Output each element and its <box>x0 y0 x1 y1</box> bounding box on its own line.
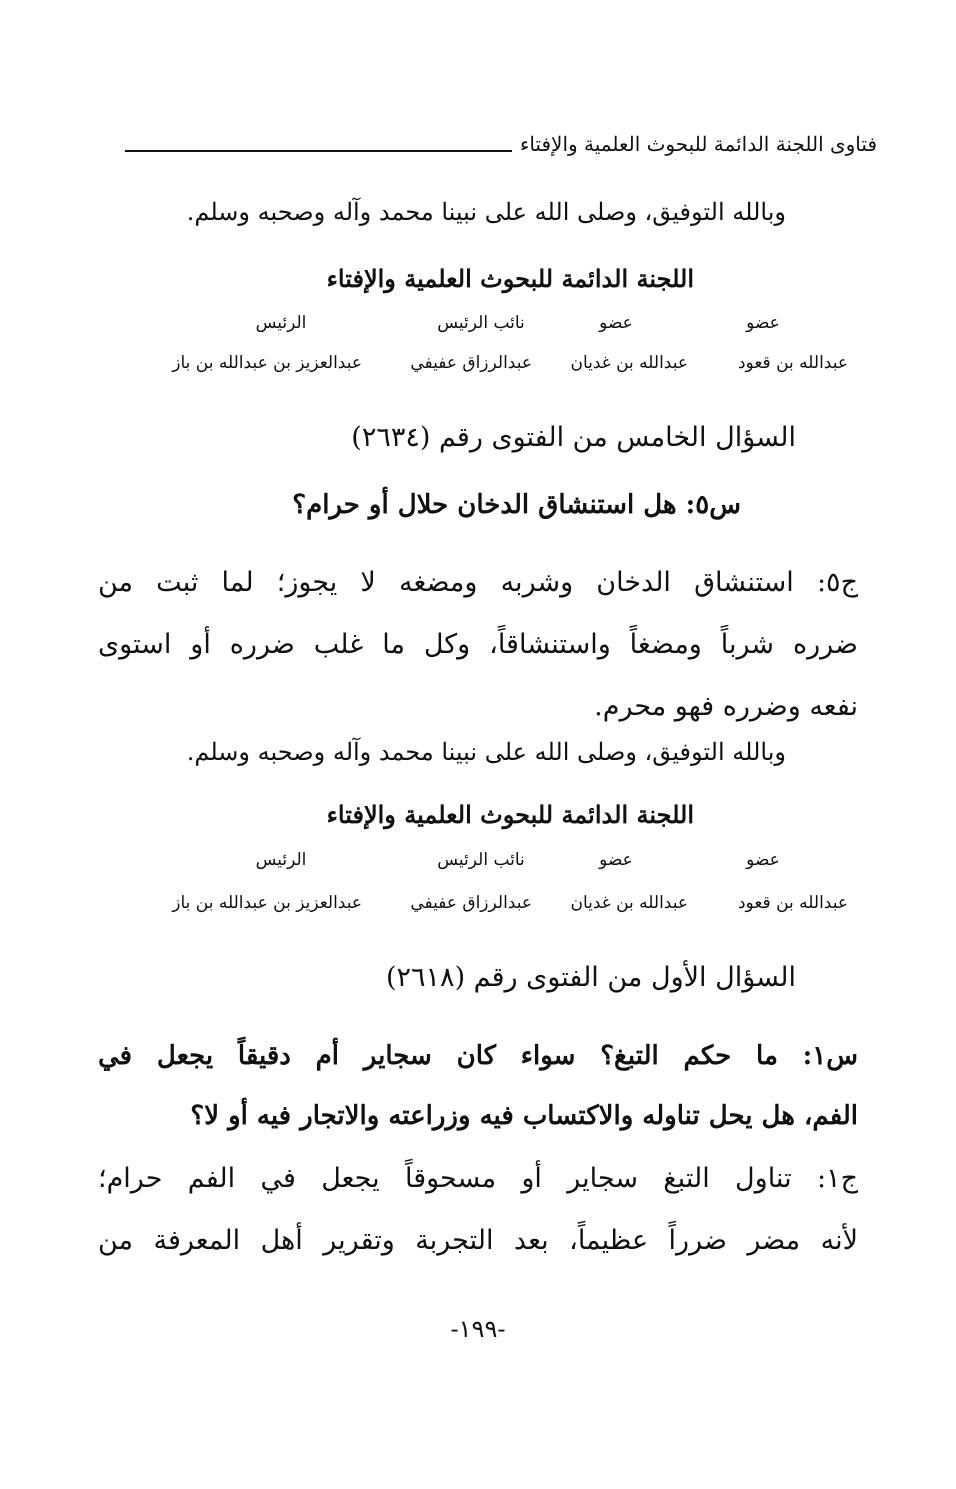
signatory-role: عضو <box>746 850 780 870</box>
fatwa-heading: السؤال الأول من الفتوى رقم (٢٦١٨) <box>386 962 796 993</box>
signatory-role: نائب الرئيس <box>437 850 525 870</box>
answer-line: نفعه وضرره فهو محرم. <box>594 691 858 722</box>
signatory-name: عبدالله بن غديان <box>570 353 688 373</box>
answer-text <box>98 552 858 676</box>
fatwa-heading: السؤال الخامس من الفتوى رقم (٢٦٣٤) <box>351 422 796 453</box>
signatory-role: نائب الرئيس <box>437 313 525 333</box>
answer-line: ضرره شرباً ومضغاً واستنشاقاً، وكل ما غلب ضرره أو استوى <box>98 629 858 660</box>
question-text <box>98 1026 858 1086</box>
answer-line: لأنه مضر ضرراً عظيماً، بعد التجربة وتقرير أهل المعرفة من <box>98 1225 858 1256</box>
signatory-name: عبدالله بن غديان <box>570 893 688 913</box>
signatory-name: عبدالرزاق عفيفي <box>410 893 532 913</box>
running-header-title: فتاوى اللجنة الدائمة للبحوث العلمية والإفتاء <box>519 132 877 156</box>
closing-formula: وبالله التوفيق، وصلى الله على نبينا محمد وآله وصحبه وسلم. <box>186 738 786 766</box>
answer-line: ج٥: استنشاق الدخان وشربه ومضغه لا يجوز؛ لما ثبت من <box>98 567 858 598</box>
signatory-role: عضو <box>746 313 780 333</box>
signatory-role: عضو <box>599 850 633 870</box>
answer-text <box>98 1148 858 1272</box>
page-number: -١٩٩- <box>450 1315 506 1343</box>
signatory-role: عضو <box>599 313 633 333</box>
question-line: س١: ما حكم التبغ؟ سواء كان سجاير أم دقيقاً يجعل في <box>98 1041 858 1071</box>
signatory-role: الرئيس <box>255 850 307 870</box>
committee-name: اللجنة الدائمة للبحوث العلمية والإفتاء <box>326 264 694 293</box>
header-rule <box>125 150 512 152</box>
question-text: س٥: هل استنشاق الدخان حلال أو حرام؟ <box>292 490 741 520</box>
signatory-name: عبدالرزاق عفيفي <box>410 353 532 373</box>
closing-formula: وبالله التوفيق، وصلى الله على نبينا محمد وآله وصحبه وسلم. <box>186 198 786 226</box>
running-header <box>125 126 877 162</box>
signatory-name: عبدالله بن قعود <box>737 893 848 913</box>
answer-line: ج١: تناول التبغ سجاير أو مسحوقاً يجعل في الفم حرام؛ <box>98 1163 858 1194</box>
committee-name: اللجنة الدائمة للبحوث العلمية والإفتاء <box>326 800 694 829</box>
question-line: الفم، هل يحل تناوله والاكتساب فيه وزراعته والاتجار فيه أو لا؟ <box>190 1101 858 1131</box>
signatory-role: الرئيس <box>255 313 307 333</box>
signatory-name: عبدالعزيز بن عبدالله بن باز <box>172 893 362 913</box>
signatory-name: عبدالله بن قعود <box>737 353 848 373</box>
signatory-name: عبدالعزيز بن عبدالله بن باز <box>172 353 362 373</box>
